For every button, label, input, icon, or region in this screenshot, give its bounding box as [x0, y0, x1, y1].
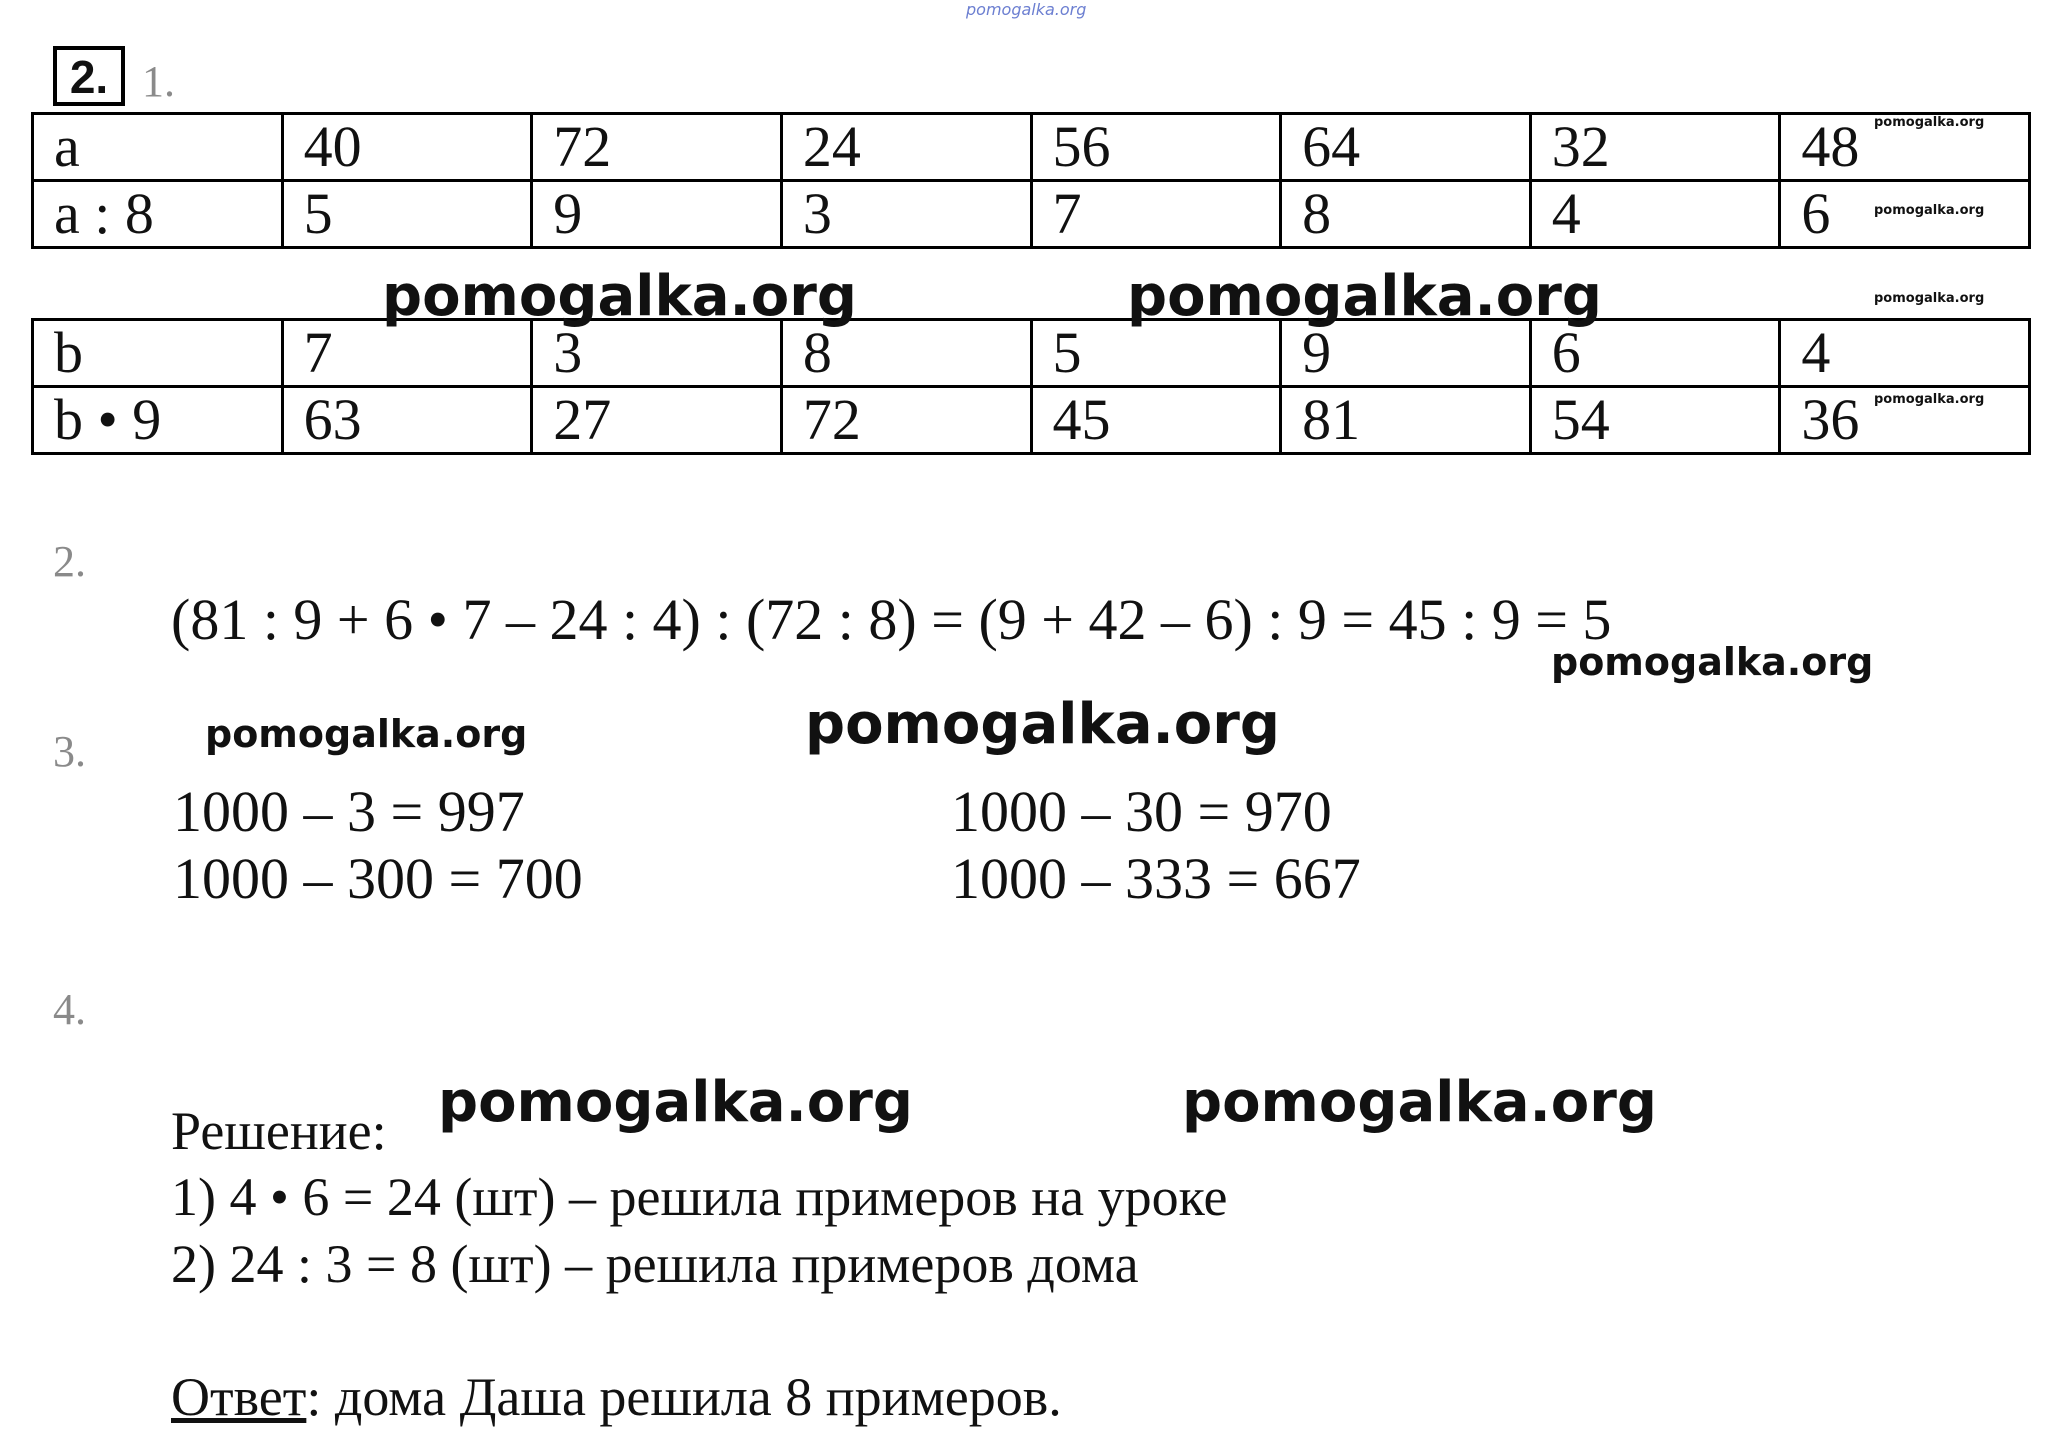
answer-line [171, 1366, 1062, 1428]
table-cell: 5 [1031, 320, 1281, 387]
table-row-a [33, 114, 2030, 181]
table-cell: 81 [1281, 387, 1531, 454]
equation-1000-minus-30: 1000 – 30 = 970 [951, 779, 1332, 844]
watermark-big: pomogalka.org [1127, 264, 1602, 329]
solution-label: Решение: [171, 1101, 387, 1161]
table-cell: a : 8 [33, 181, 283, 248]
table-cell: 56 [1031, 114, 1281, 181]
table-cell: 8 [781, 320, 1031, 387]
equation-1000-minus-333: 1000 – 333 = 667 [951, 846, 1361, 911]
answer-text: : дома Даша решила 8 примеров. [306, 1367, 1062, 1427]
expression-2: (81 : 9 + 6 • 7 – 24 : 4) : (72 : 8) = (9 + 42 – 6) : 9 = 45 : 9 = 5 [171, 587, 1612, 652]
table-row-a-div-8 [33, 181, 2030, 248]
table-cell: 45 [1031, 387, 1281, 454]
watermark-mid: pomogalka.org [205, 712, 528, 756]
subtask-3-number: 3. [53, 727, 86, 776]
table-cell: 8 [1281, 181, 1531, 248]
table-cell: 64 [1281, 114, 1531, 181]
table-cell: 6 [1780, 181, 2030, 248]
watermark-small: pomogalka.org [1874, 291, 1985, 306]
table-cell: 3 [781, 181, 1031, 248]
solution-step-2: 2) 24 : 3 = 8 (шт) – решила примеров дома [171, 1234, 1139, 1294]
table-cell: 6 [1530, 320, 1780, 387]
equation-1000-minus-300: 1000 – 300 = 700 [173, 846, 583, 911]
watermark-small: pomogalka.org [1874, 203, 1985, 218]
table-a-div-8 [31, 112, 2031, 249]
watermark-big: pomogalka.org [382, 264, 857, 329]
table-cell: 9 [1281, 320, 1531, 387]
table-cell: 36 [1780, 387, 2030, 454]
watermark-big: pomogalka.org [805, 692, 1280, 757]
table-row-b [33, 320, 2030, 387]
subtask-1-number: 1. [142, 57, 175, 106]
subtask-4-number: 4. [53, 985, 86, 1034]
answer-label: Ответ [171, 1367, 307, 1427]
table-cell: 4 [1780, 320, 2030, 387]
table-cell: 72 [532, 114, 782, 181]
table-cell: 7 [282, 320, 532, 387]
solution-step-1: 1) 4 • 6 = 24 (шт) – решила примеров на уроке [171, 1167, 1228, 1227]
table-cell: 63 [282, 387, 532, 454]
table-cell: 24 [781, 114, 1031, 181]
table-cell: 27 [532, 387, 782, 454]
table-cell: 5 [282, 181, 532, 248]
table-cell: a [33, 114, 283, 181]
table-cell: 4 [1530, 181, 1780, 248]
watermark-small: pomogalka.org [1874, 392, 1985, 407]
table-b-times-9 [31, 318, 2031, 455]
subtask-2-number: 2. [53, 537, 86, 586]
table-cell: 7 [1031, 181, 1281, 248]
watermark-big: pomogalka.org [1182, 1070, 1657, 1135]
table-cell: 40 [282, 114, 532, 181]
table-cell: 54 [1530, 387, 1780, 454]
watermark-small: pomogalka.org [1874, 115, 1985, 130]
table-cell: 32 [1530, 114, 1780, 181]
table-cell: b [33, 320, 283, 387]
equation-1000-minus-3: 1000 – 3 = 997 [173, 779, 525, 844]
watermark-mid: pomogalka.org [1551, 640, 1874, 684]
table-cell: 3 [532, 320, 782, 387]
table-cell: 72 [781, 387, 1031, 454]
table-row-b-times-9 [33, 387, 2030, 454]
watermark-top: pomogalka.org [966, 0, 1087, 19]
task-number-box: 2. [53, 46, 125, 106]
table-cell: 48 [1780, 114, 2030, 181]
table-cell: 9 [532, 181, 782, 248]
table-cell: b • 9 [33, 387, 283, 454]
watermark-big: pomogalka.org [438, 1070, 913, 1135]
